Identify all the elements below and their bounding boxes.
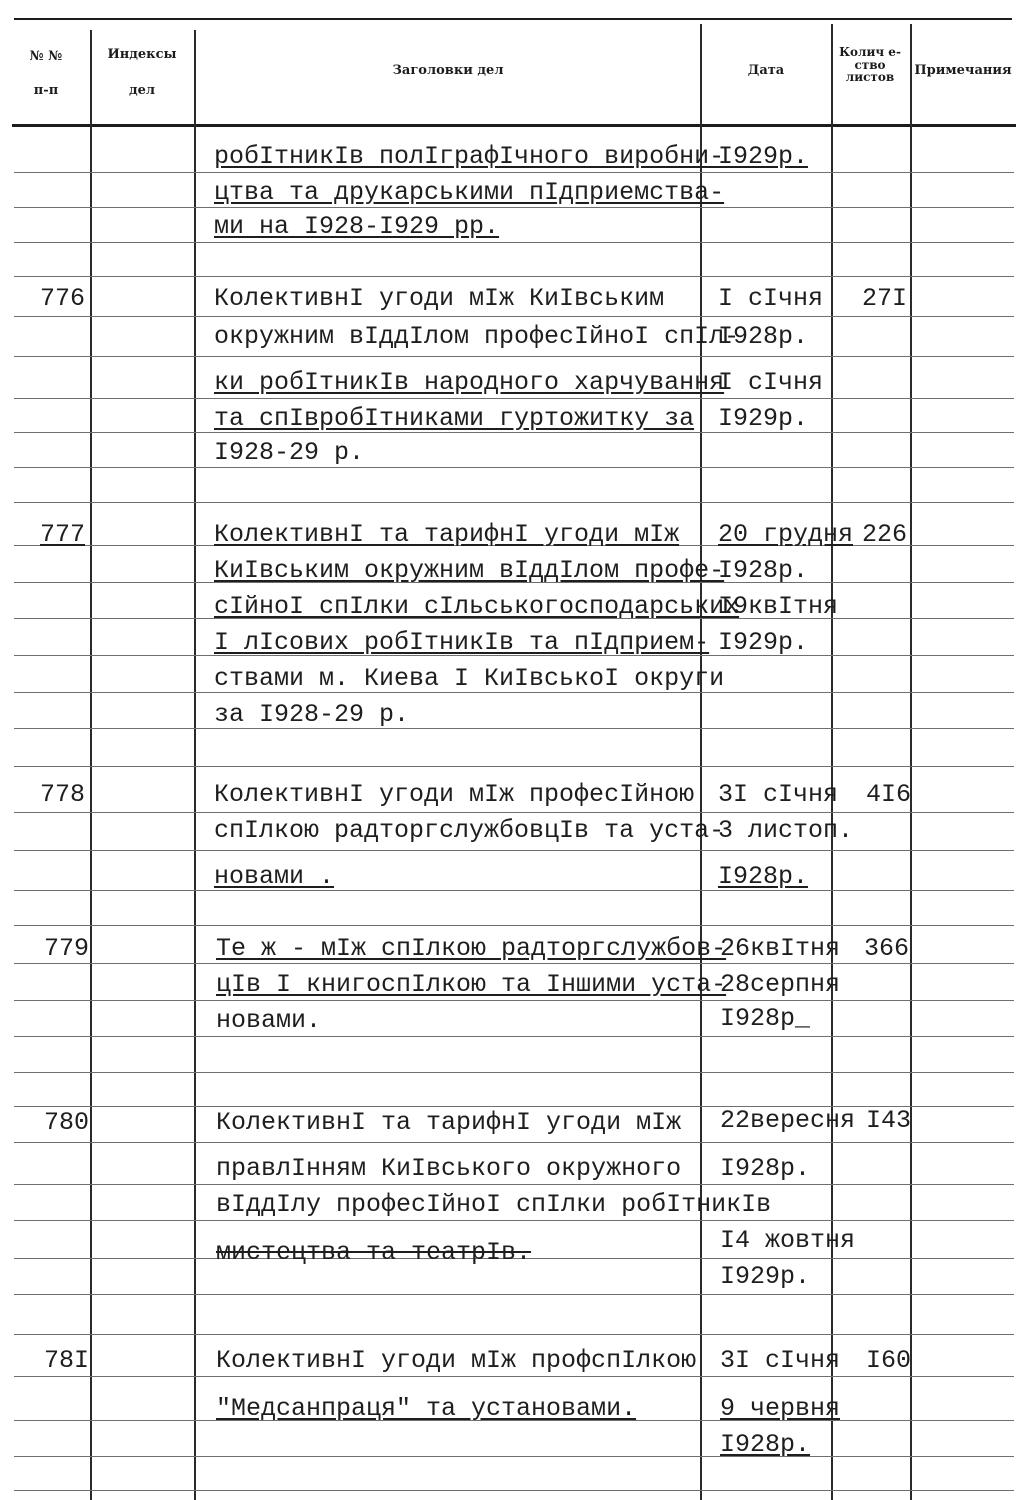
rule	[14, 1106, 1014, 1107]
entry-date: I9квIтня	[718, 592, 839, 621]
entry-title-line: ки робIтникIв народного харчування	[214, 368, 725, 397]
header-col-notes: Примечания	[914, 63, 1012, 78]
rule	[14, 925, 1014, 926]
rule	[14, 1334, 1014, 1335]
entry-date: I929р.	[718, 628, 809, 657]
entry-sheet-count: 27I	[862, 284, 908, 313]
rule	[14, 850, 1014, 851]
entry-title-line: новами.	[216, 1006, 322, 1035]
entry-date: 20 грудня	[718, 520, 854, 549]
header-col-sheets	[832, 46, 908, 84]
col-sep-title-date	[700, 24, 702, 1500]
entry-title-line: правлIнням КиIвського окружного	[216, 1154, 682, 1183]
entry-title-line: КолективнI угоди мIж профспIлкою	[216, 1346, 697, 1375]
entry-date: I928р.	[718, 862, 809, 891]
entry-title-line: ствами м. Киева I КиIвськоI округи	[214, 664, 725, 693]
header-col-date: Дата	[747, 63, 785, 78]
entry-date: I929р.	[718, 142, 809, 171]
entry-date: 3I сIчня	[718, 780, 839, 809]
rule	[14, 467, 1014, 468]
rule	[14, 398, 1014, 399]
entry-number: 78I	[44, 1346, 90, 1375]
rule	[14, 207, 1014, 208]
entry-sheet-count: 4I6	[866, 780, 912, 809]
rule	[14, 276, 1014, 277]
entry-sheet-count: I60	[866, 1346, 912, 1375]
rule	[14, 1376, 1014, 1377]
entry-sheet-count: 226	[862, 520, 908, 549]
entry-date: I928р.	[718, 322, 809, 351]
entry-date: I929р.	[720, 1262, 811, 1291]
entry-date: I929р.	[718, 404, 809, 433]
rule	[14, 1036, 1014, 1037]
rule	[14, 1184, 1014, 1185]
entry-title-line: I928-29 р.	[214, 438, 365, 467]
rule	[14, 766, 1014, 767]
header-col-index-line2: дел	[128, 82, 156, 98]
entry-date: 26квIтня	[720, 934, 841, 963]
entry-title-line: цтва та друкарськими пIдприемства-	[214, 178, 725, 207]
rule	[14, 1000, 1014, 1001]
rule	[14, 1294, 1014, 1295]
entry-number: 780	[44, 1108, 90, 1137]
header-col-no-line2: п-п	[33, 82, 59, 98]
entry-title-line: окружним вIддIлом професIйноI спIл-	[214, 322, 740, 351]
rule	[14, 1220, 1014, 1221]
header-top-rule	[14, 18, 1012, 20]
entry-date: 28серпня	[720, 970, 841, 999]
header-col-sheets-line3: листов	[845, 70, 895, 85]
entry-title-line: робIтникIв полIграфIчного виробни-	[214, 142, 725, 171]
entry-title-line: новами .	[214, 862, 335, 891]
col-sep-no-index	[90, 30, 92, 1500]
entry-date: I928р.	[720, 1154, 811, 1183]
rule	[14, 728, 1014, 729]
entry-title-line: КолективнI угоди мIж КиIвським	[214, 284, 665, 313]
entry-date: I928р.	[720, 1430, 811, 1459]
entry-date: I4 жовтня	[720, 1226, 856, 1255]
entry-title-line: за I928-29 р.	[214, 700, 410, 729]
rule	[14, 963, 1014, 964]
entry-title-line: мистецтва та театрIв.	[216, 1238, 532, 1267]
col-sep-sheets-notes	[910, 24, 912, 1500]
rule	[14, 502, 1014, 503]
entry-number: 777	[40, 520, 86, 549]
entry-date: 22вересня	[720, 1106, 856, 1135]
header-col-no	[18, 50, 74, 97]
entry-title-line: КолективнI та тарифнI угоди мIж	[216, 1108, 682, 1137]
col-sep-date-sheets	[831, 24, 833, 1500]
col-sep-index-title	[194, 30, 196, 1500]
entry-date: I сIчня	[718, 284, 824, 313]
entry-title-line: та спIвробIтниками гуртожитку за	[214, 404, 695, 433]
entry-title-line: "Медсанпраця" та установами.	[216, 1394, 637, 1423]
rule	[14, 172, 1014, 173]
rule	[14, 316, 1014, 317]
entry-title-line: спIлкою радторгслужбовцIв та уста-	[214, 816, 725, 845]
rule	[14, 890, 1014, 891]
entry-date: 3I сIчня	[720, 1346, 841, 1375]
header-col-sheets-line1: Колич е-	[839, 45, 901, 59]
header-col-index-line1: Индексы	[107, 47, 177, 62]
entry-title-line: ми на I928-I929 рр.	[214, 212, 500, 241]
entry-title-line: I лIсових робIтникIв та пIдприем-	[214, 628, 710, 657]
header-col-index	[96, 48, 188, 97]
rule	[14, 356, 1014, 357]
header-col-no-line1: № №	[29, 49, 63, 64]
entry-sheet-count: I43	[866, 1106, 912, 1135]
entry-title-line: КолективнI угоди мIж професIйною	[214, 780, 695, 809]
entry-number: 776	[40, 284, 86, 313]
rule	[14, 1072, 1014, 1073]
entry-date: I928р.	[718, 556, 809, 585]
entry-date: 3 листоп.	[718, 816, 854, 845]
entry-title-line: сIйноI спIлки сIльськогосподарських	[214, 592, 740, 621]
header-col-sheets-line2: ство	[854, 57, 886, 72]
entry-sheet-count: 366	[864, 934, 910, 963]
rule	[14, 1456, 1014, 1457]
header-col-title: Заголовки дел	[392, 63, 504, 78]
entry-title-line: КолективнI та тарифнI угоди мIж	[214, 520, 680, 549]
entry-date: 9 червня	[720, 1394, 841, 1423]
rule	[14, 1142, 1014, 1143]
header-bottom-rule	[12, 124, 1016, 127]
rule	[14, 242, 1014, 243]
rule	[14, 1490, 1014, 1491]
entry-title-line: КиIвським окружним вIддIлом профе-	[214, 556, 725, 585]
entry-number: 778	[40, 780, 86, 809]
entry-title-line: вIддIлу професIйноI спIлки робIтникIв	[216, 1190, 772, 1219]
entry-date: I928р_	[720, 1004, 811, 1033]
entry-date: I сIчня	[718, 368, 824, 397]
entry-title-line: Те ж - мIж спIлкою радторгслужбов-	[216, 934, 727, 963]
entry-number: 779	[44, 934, 90, 963]
entry-title-line: цIв I книгоспIлкою та Iншими уста-	[216, 970, 727, 999]
rule	[14, 812, 1014, 813]
